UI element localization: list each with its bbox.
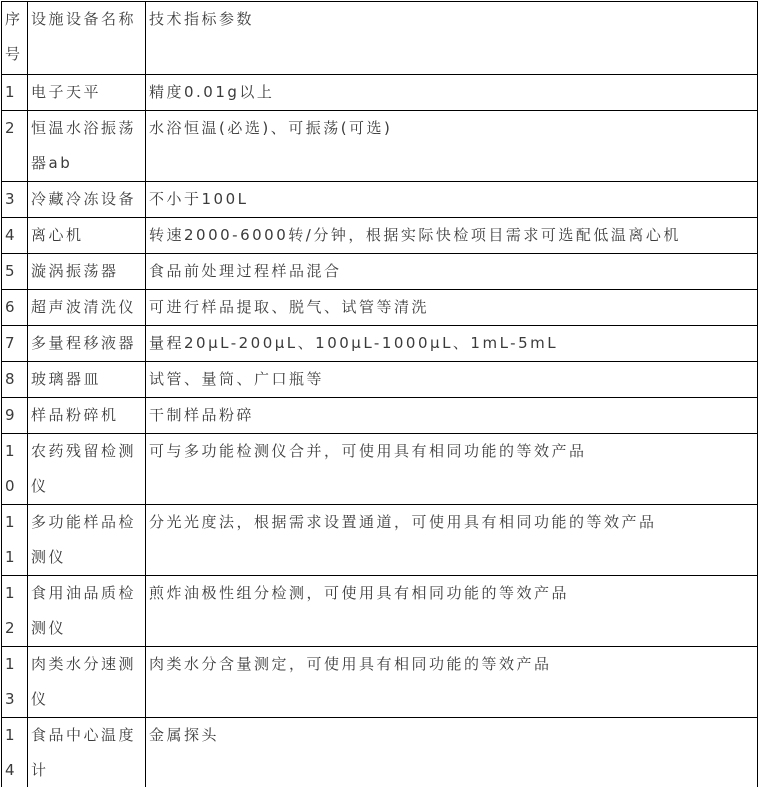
table-row xyxy=(2,290,758,326)
header-cell-name: 设施设备名称 xyxy=(28,2,146,75)
cell-name: 多量程移液器 xyxy=(28,326,146,362)
cell-name: 肉类水分速测仪 xyxy=(28,647,146,718)
cell-name: 食用油品质检测仪 xyxy=(28,576,146,647)
cell-num: 8 xyxy=(2,362,28,398)
table-header xyxy=(2,2,758,75)
cell-name: 离心机 xyxy=(28,218,146,254)
cell-name: 电子天平 xyxy=(28,75,146,111)
cell-name: 恒温水浴振荡器ab xyxy=(28,111,146,182)
table-row xyxy=(2,398,758,434)
cell-name: 样品粉碎机 xyxy=(28,398,146,434)
equipment-table-body xyxy=(2,75,758,787)
cell-num: 13 xyxy=(2,647,28,718)
equipment-spec-table xyxy=(1,1,758,787)
cell-num: 1 xyxy=(2,75,28,111)
table-row xyxy=(2,182,758,218)
cell-num: 6 xyxy=(2,290,28,326)
table-row xyxy=(2,434,758,505)
cell-spec: 转速2000-6000转/分钟，根据实际快检项目需求可选配低温离心机 xyxy=(146,218,758,254)
cell-num: 10 xyxy=(2,434,28,505)
cell-spec: 水浴恒温(必选)、可振荡(可选) xyxy=(146,111,758,182)
cell-spec: 可进行样品提取、脱气、试管等清洗 xyxy=(146,290,758,326)
cell-num: 5 xyxy=(2,254,28,290)
cell-spec: 不小于100L xyxy=(146,182,758,218)
cell-spec: 可与多功能检测仪合并，可使用具有相同功能的等效产品 xyxy=(146,434,758,505)
cell-name: 超声波清洗仪 xyxy=(28,290,146,326)
cell-num: 7 xyxy=(2,326,28,362)
table-row xyxy=(2,111,758,182)
cell-spec: 量程20μL-200μL、100μL-1000μL、1mL-5mL xyxy=(146,326,758,362)
table-row xyxy=(2,718,758,787)
cell-spec: 煎炸油极性组分检测，可使用具有相同功能的等效产品 xyxy=(146,576,758,647)
header-row xyxy=(2,2,758,75)
table-row xyxy=(2,326,758,362)
cell-num: 3 xyxy=(2,182,28,218)
table-row xyxy=(2,75,758,111)
cell-num: 11 xyxy=(2,505,28,576)
cell-num: 14 xyxy=(2,718,28,787)
cell-name: 农药残留检测仪 xyxy=(28,434,146,505)
cell-spec: 试管、量筒、广口瓶等 xyxy=(146,362,758,398)
cell-spec: 肉类水分含量测定，可使用具有相同功能的等效产品 xyxy=(146,647,758,718)
cell-name: 漩涡振荡器 xyxy=(28,254,146,290)
table-row xyxy=(2,362,758,398)
table-row xyxy=(2,647,758,718)
cell-name: 冷藏冷冻设备 xyxy=(28,182,146,218)
header-cell-num: 序号 xyxy=(2,2,28,75)
cell-spec: 分光光度法，根据需求设置通道，可使用具有相同功能的等效产品 xyxy=(146,505,758,576)
cell-spec: 食品前处理过程样品混合 xyxy=(146,254,758,290)
cell-name: 食品中心温度计 xyxy=(28,718,146,787)
cell-spec: 金属探头 xyxy=(146,718,758,787)
cell-num: 12 xyxy=(2,576,28,647)
cell-name: 玻璃器皿 xyxy=(28,362,146,398)
table-row xyxy=(2,254,758,290)
table-row xyxy=(2,218,758,254)
header-cell-spec: 技术指标参数 xyxy=(146,2,758,75)
cell-num: 4 xyxy=(2,218,28,254)
table-row xyxy=(2,505,758,576)
cell-name: 多功能样品检测仪 xyxy=(28,505,146,576)
cell-num: 9 xyxy=(2,398,28,434)
table-row xyxy=(2,576,758,647)
cell-spec: 干制样品粉碎 xyxy=(146,398,758,434)
cell-num: 2 xyxy=(2,111,28,182)
cell-spec: 精度0.01g以上 xyxy=(146,75,758,111)
